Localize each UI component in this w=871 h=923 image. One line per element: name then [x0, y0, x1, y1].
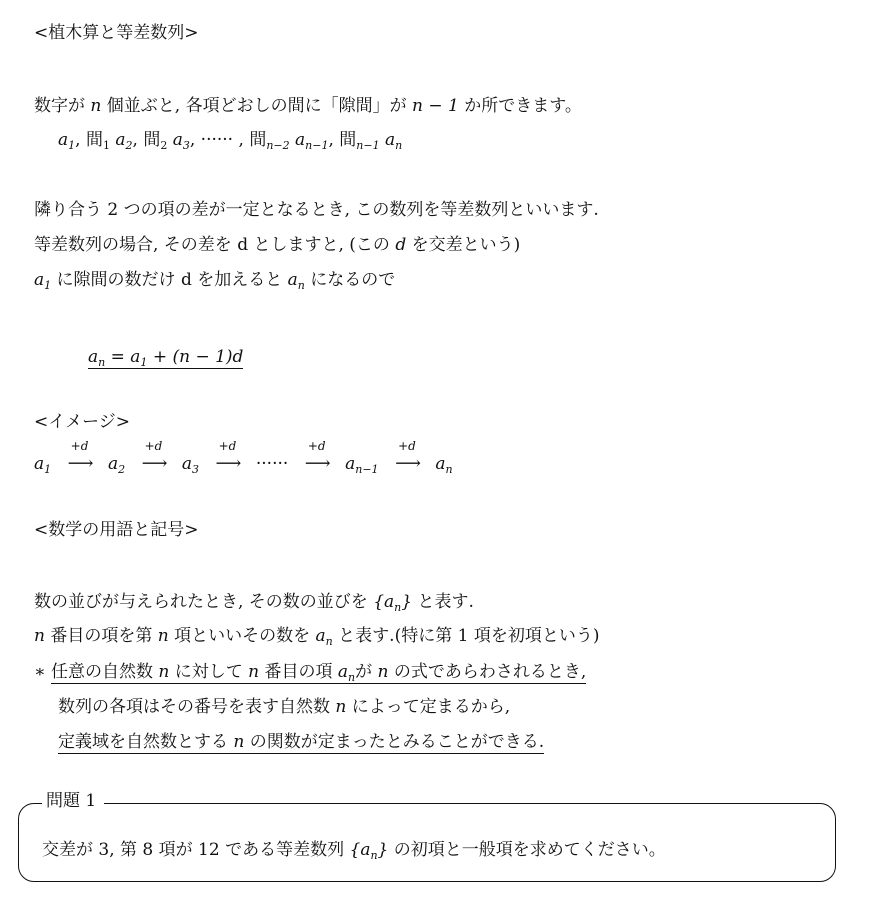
explain-line-3: $a_1$ に隙間の数だけ d を加えると $a_n$ になるので [34, 270, 396, 292]
problem-text: 交差が 3, 第 8 項が 12 である等差数列 $\{a_n\}$ の初項と一般項を求めてください。 [42, 840, 666, 862]
general-term-formula: $a_n = a_1 + (n - 1)d$ [88, 347, 244, 369]
intro-line: 数字が n 個並ぶと, 各項どおしの間に「隙間」が n − 1 か所できます。 [34, 96, 582, 116]
terms-line-1: 数の並びが与えられたとき, その数の並びを $\{a_n\}$ と表す. [34, 592, 474, 614]
star-mark: ∗ [34, 662, 46, 682]
image-sequence: $a_1$ +d ⟶ $a_2$ +d ⟶ $a_3$ +d ⟶ ······ +d ⟶ $a_{n-1}$ +d ⟶ $a_n$ [34, 439, 453, 476]
section-title-terms: <数学の用語と記号> [34, 520, 199, 540]
terms-line-5: 定義域を自然数とする n の関数が定まったとみることができる. [58, 732, 545, 752]
section-title-ueki: <植木算と等差数列> [34, 23, 199, 43]
terms-line-4: 数列の各項はその番号を表す自然数 n によって定まるから, [58, 697, 511, 717]
problem-title: 問題 1 [42, 789, 104, 813]
gap-sequence: $a_1$, 間$_1$ $a_2$, 間$_2$ $a_3$, ······ , 間$_{n-2}$ $a_{n-1}$, 間$_{n-1}$ $a_n$ [58, 130, 403, 152]
explain-line-2: 等差数列の場合, その差を d としますと, (この d を交差という) [34, 235, 521, 255]
terms-line-2: n 番目の項を第 n 項といいその数を $a_n$ と表す.(特に第 1 項を初項という) [34, 626, 600, 648]
terms-line-3: ∗ 任意の自然数 n に対して n 番目の項 $a_n$が n の式であらわされるとき, [34, 662, 587, 684]
section-title-image: <イメージ> [34, 412, 130, 432]
explain-line-1: 隣り合う 2 つの項の差が一定となるとき, この数列を等差数列といいます. [34, 200, 599, 220]
